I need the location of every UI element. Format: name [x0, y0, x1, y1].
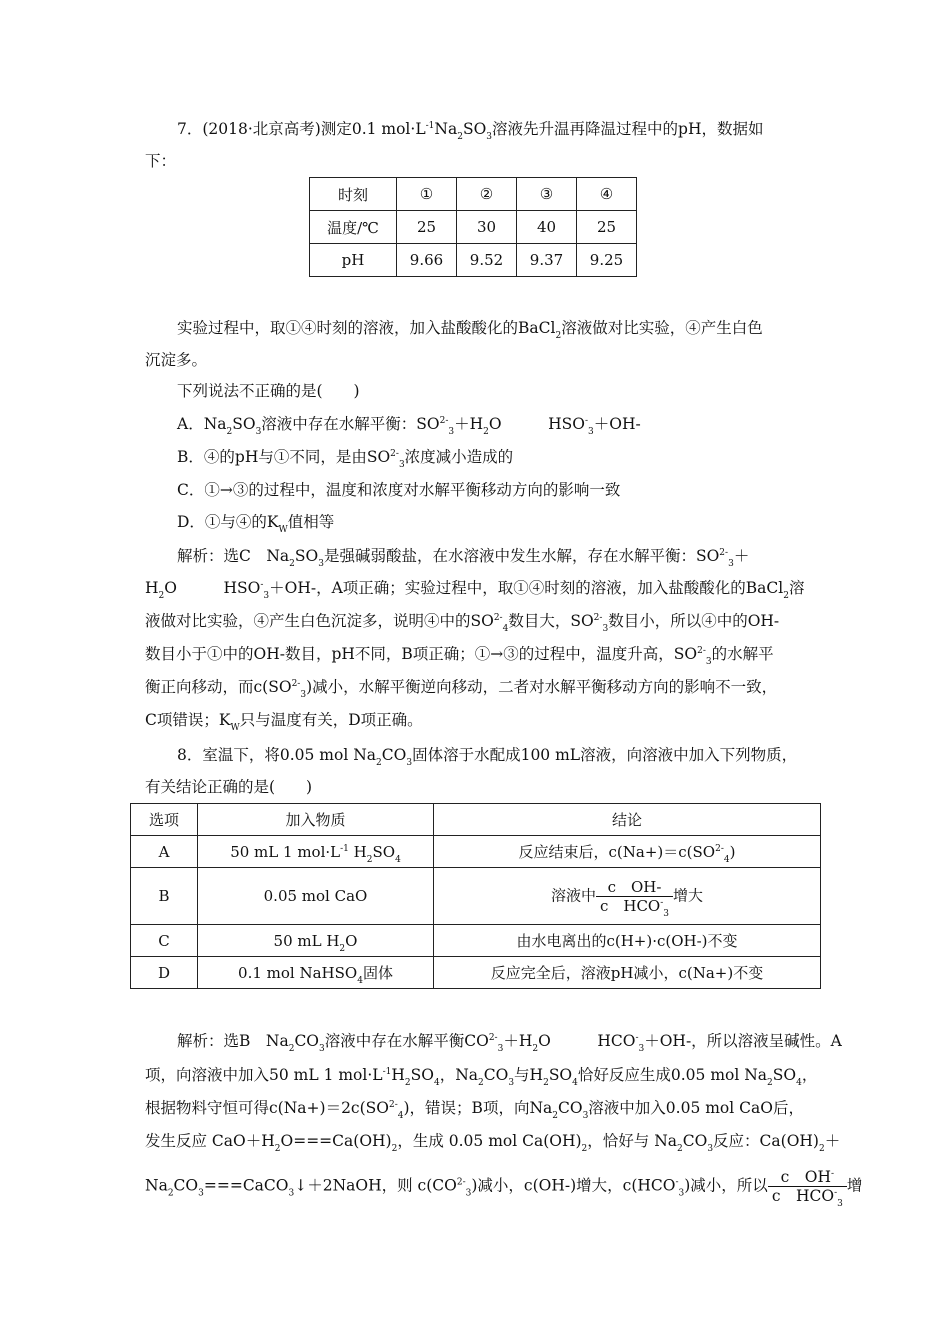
- table-row: pH 9.66 9.52 9.37 9.25: [310, 244, 637, 277]
- q7-analysis-line-4: 数目小于①中的OH-数目，pH不同，B项正确；①→③的过程中，温度升高，$SO^{2-}_3$的水解平: [145, 645, 774, 667]
- q7-option-c: C．①→③的过程中，温度和浓度对水解平衡移动方向的影响一致: [177, 481, 621, 499]
- ratio-fraction: $\frac{c OH^-}{c HCO^-_3}$: [768, 1168, 847, 1205]
- table-row: 温度/℃ 25 30 40 25: [310, 211, 637, 244]
- q7-option-b: B．④的pH与①不同，是由$SO^{2-}_3$浓度减小造成的: [177, 448, 514, 470]
- table-row: C 50 mL $H_2O$ 由水电离出的c(H+)·c(OH-)不变: [131, 925, 821, 957]
- q7-experiment: 实验过程中，取①④时刻的溶液，加入盐酸酸化的BaCl$_2$溶液做对比实验，④产生白色: [177, 319, 763, 341]
- q7-analysis-line-6: C项错误；$K_W$只与温度有关，D项正确。: [145, 711, 423, 733]
- q7-intro: 7．(2018·北京高考)测定0.1 $mol\cdot L^{-1}Na_2SO_3$溶液先升温再降温过程中的pH，数据如: [177, 120, 764, 142]
- q8-analysis-line-3: 根据物料守恒可得$c(Na+)=2c(SO^{2-}_4)$，错误；B项，向$Na_2CO_3$溶液中加入0.05 mol CaO后，: [145, 1099, 804, 1121]
- q7-question: 下列说法不正确的是( ): [177, 382, 360, 400]
- q8-analysis-line-4: 发生反应 $CaO+H_2O===Ca(OH)_2$，生成 0.05 mol $Ca(OH)_2$，恰好与 $Na_2CO_3$反应：$Ca(OH)_2+$: [145, 1132, 841, 1154]
- q8-analysis-line-5: $Na_2CO_3===CaCO_3↓+2NaOH$，则 $c(CO^{2-}_3)$减小，c(OH-)增大，$c(HCO^-_3)$减小，所以 $\frac{c OH^-}{c HCO^-_3}$ 增: [145, 1168, 863, 1209]
- table-row: B 0.05 mol CaO 溶液中 $\frac{\text{c OH-}}{c HCO^-_3}$ 增大: [131, 868, 821, 925]
- q7-option-a: A．$Na_2SO_3$溶液中存在水解平衡：$SO^{2-}_3+H_2O$ $HSO^-_3+OH-$: [177, 415, 641, 437]
- q7-experiment-cont: 沉淀多。: [145, 351, 208, 369]
- table-row: D 0.1 mol NaHSO$_4$固体 反应完全后，溶液pH减小，c(Na+)不变: [131, 957, 821, 989]
- q7-analysis-line-2: $H_2O$ $HSO^-_3+OH-$，A项正确；实验过程中，取①④时刻的溶液，加入盐酸酸化的BaCl$_2$溶: [145, 579, 805, 601]
- table-row: 选项 加入物质 结论: [131, 804, 821, 836]
- q7-intro-cont: 下：: [145, 152, 177, 170]
- q7-analysis-line-1: 解析：选C $Na_2SO_3$是强碱弱酸盐，在水溶液中发生水解，存在水解平衡：$SO^{2-}_3+$: [177, 547, 750, 569]
- q8-analysis-line-1: 解析：选B $Na_2CO_3$溶液中存在水解平衡$CO^{2-}_3+H_2O$ $HCO^-_3+OH-$，所以溶液呈碱性。A: [177, 1032, 842, 1054]
- q8-analysis-line-2: 项，向溶液中加入50 mL 1 $mol\cdot L^{-1}H_2SO_4$，$Na_2CO_3$与$H_2SO_4$恰好反应生成0.05 mol $Na_2SO_4$，: [145, 1066, 818, 1088]
- q8-intro-cont: 有关结论正确的是( ): [145, 778, 313, 796]
- q8-options-table: [130, 803, 821, 989]
- q8-intro: 8．室温下，将0.05 mol $Na_2CO_3$固体溶于水配成100 mL溶液，向溶液中加入下列物质，: [177, 746, 798, 768]
- q7-option-d: D．①与④的$K_W$值相等: [177, 513, 335, 535]
- q7-analysis-line-5: 衡正向移动，而$c(SO^{2-}_3)$减小，水解平衡逆向移动，二者对水解平衡移动方向的影响不一致，: [145, 678, 778, 700]
- q7-data-table: [309, 177, 637, 277]
- table-row: 时刻 ① ② ③ ④: [310, 178, 637, 211]
- q7-analysis-line-3: 液做对比实验，④产生白色沉淀多，说明④中的$SO^{2-}_4$数目大，$SO^{2-}_3$数目小，所以④中的OH-: [145, 612, 780, 634]
- table-row: A 50 mL 1 $mol\cdot L^{-1}$ $H_2SO_4$ 反应结束后，$c(Na+)=c(SO^{2-}_4)$: [131, 836, 821, 868]
- ratio-fraction: $\frac{\text{c OH-}}{c HCO^-_3}$: [596, 878, 673, 915]
